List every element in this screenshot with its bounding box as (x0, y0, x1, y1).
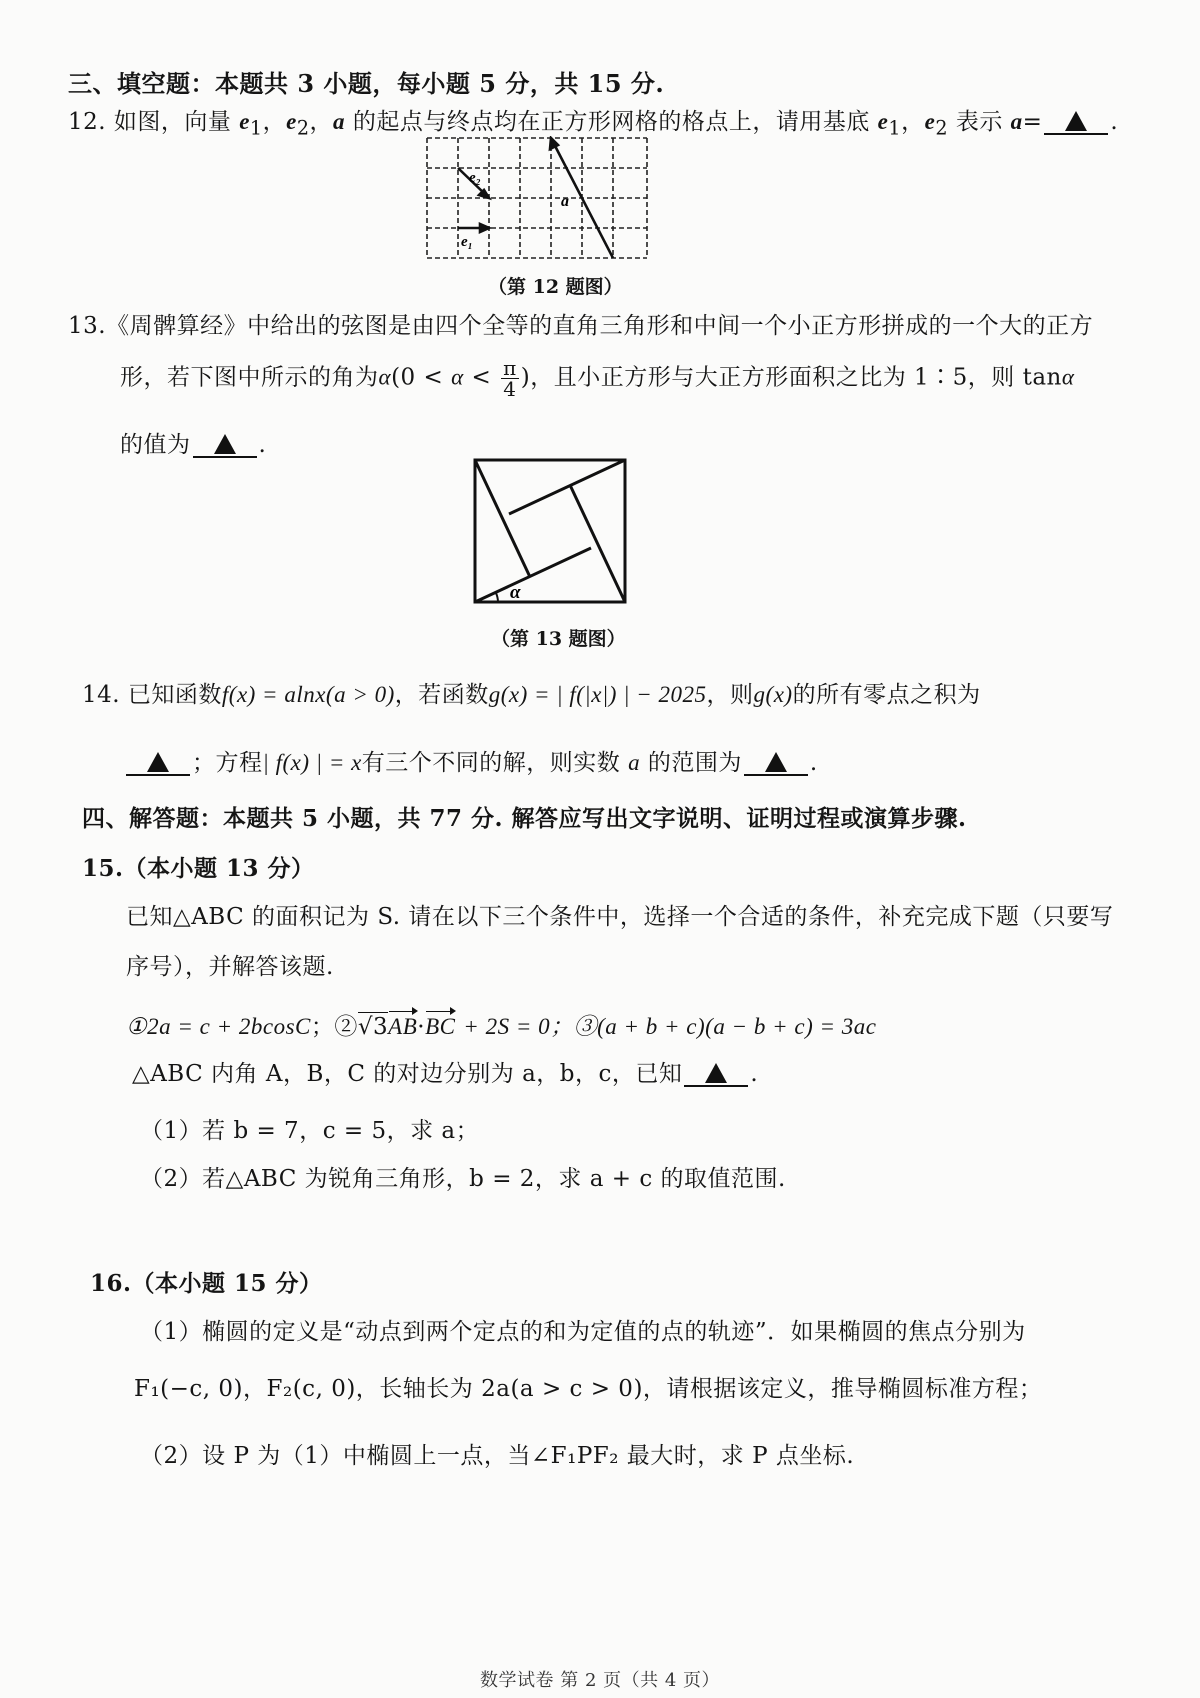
q12-grid-figure (425, 136, 650, 266)
q15-part2: （2）若△ABC 为锐角三角形，b = 2，求 a + c 的取值范围. (140, 1166, 786, 1192)
pi-over-4-fraction: $\frac{\pi}{4}$ (503, 356, 517, 401)
q12-label-e2: e₂ (469, 170, 481, 186)
q15-line1: 已知△ABC 的面积记为 S. 请在以下三个条件中，选择一个合适的条件，补充完成下题（只要写 (126, 904, 1114, 930)
question-13-line3: 的值为 . (120, 432, 267, 458)
question-15-header: 15.（本小题 13 分） (82, 855, 315, 882)
question-13-line1 (68, 307, 1093, 340)
question-14-line1: 14. 已知函数f(x) = alnx(a > 0)，若函数g(x) = | f(|x|) | − 2025，则g(x)的所有零点之积为 (82, 682, 981, 708)
q12-number: 12. (68, 109, 107, 135)
q13-number: 13. (68, 313, 107, 339)
q16-line3: （2）设 P 为（1）中椭圆上一点，当∠F₁PF₂ 最大时，求 P 点坐标. (140, 1443, 855, 1469)
q15-line4: △ABC 内角 A，B，C 的对边分别为 a，b，c，已知 . (132, 1061, 759, 1087)
q14-answer-blank-1 (126, 752, 190, 776)
q15-part1: （1）若 b = 7，c = 5，求 a； (140, 1118, 480, 1144)
q12-text-b: 的起点与终点均在正方形网格的格点上，请用基底 (352, 109, 870, 135)
q14-number: 14. (82, 682, 121, 708)
section-4-heading: 四、解答题：本题共 5 小题，共 77 分. 解答应写出文字说明、证明过程或演算步骤. (82, 805, 967, 832)
q15-answer-blank (684, 1063, 748, 1087)
q12-text-a: 如图，向量 (113, 109, 232, 135)
q12-answer-blank (1044, 111, 1108, 135)
q15-line2: 序号），并解答该题. (126, 954, 334, 980)
q12-label-a: a (561, 193, 569, 210)
q16-line1: （1）椭圆的定义是“动点到两个定点的和为定值的点的轨迹”．如果椭圆的焦点分别为 (140, 1319, 1026, 1345)
q13-line1: 《周髀算经》中给出的弦图是由四个全等的直角三角形和中间一个小正方形拼成的一个大的正方 (106, 313, 1094, 339)
q15-conditions: ①2a = c + 2bcosC；②√3AB·BC + 2S = 0；③(a + b + c)(a − b + c) = 3ac (126, 1014, 877, 1040)
q16-line2: F₁(−c, 0)，F₂(c, 0)，长轴长为 2a(a > c > 0)，请根据该定义，推导椭圆标准方程； (134, 1376, 1043, 1402)
page-footer: 数学试卷 第 2 页（共 4 页） (480, 1670, 721, 1691)
q12-text-c: 表示 (955, 109, 1003, 135)
question-14-line2: ；方程| f(x) | = x有三个不同的解，则实数 a 的范围为 . (124, 744, 818, 777)
question-13-line2: 形，若下图中所示的角为α(0 < α < $\frac{\pi}{4}$ )，且小正方形与大正方形面积之比为 1∶5，则 tanα (120, 356, 1075, 401)
q13-xian-figure (470, 455, 630, 607)
q13-figure-caption: （第 13 题图） (491, 628, 626, 650)
question-16-header: 16.（本小题 15 分） (90, 1270, 323, 1297)
section-3-heading: 三、填空题：本题共 3 小题，每小题 5 分，共 15 分. (68, 69, 665, 98)
q14-answer-blank-2 (744, 752, 808, 776)
q12-label-e1: e₁ (461, 234, 473, 250)
q12-figure-caption: （第 12 题图） (488, 276, 623, 298)
q13-answer-blank (193, 434, 257, 458)
question-12-text: 12. 如图，向量 $e_1$，$e_2$，a 的起点与终点均在正方形网格的格点上，请用基底 $e_1$，$e_2$ 表示 a= . (68, 109, 1119, 140)
q13-angle-label: α (510, 582, 521, 603)
